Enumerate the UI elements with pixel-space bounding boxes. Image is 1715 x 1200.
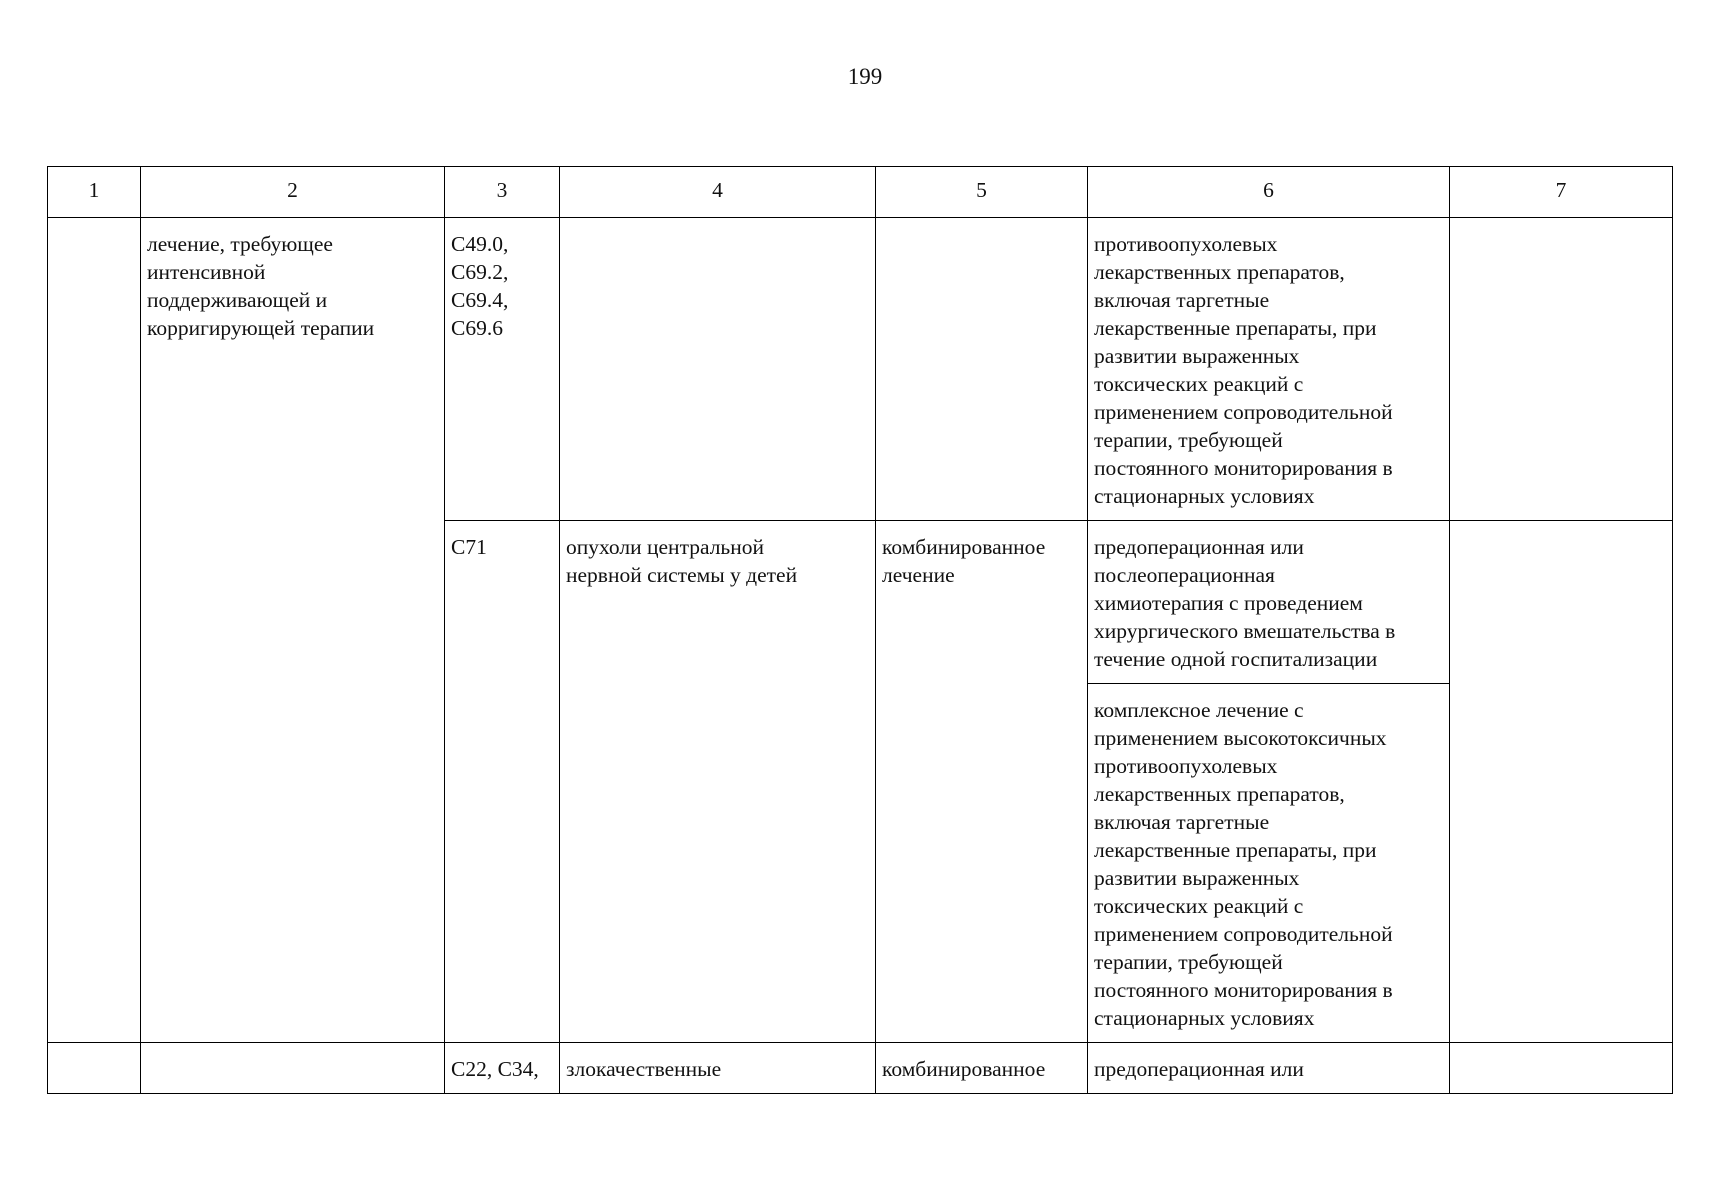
- icd-codes-cell: С22, С34,: [445, 1043, 560, 1094]
- table-row: [48, 218, 1673, 521]
- page-number: 199: [847, 64, 883, 89]
- column-header: 4: [560, 167, 876, 218]
- treatment-method-cell: комбинированное: [876, 1043, 1088, 1094]
- icd-codes-cell: С49.0, С69.2, С69.4, С69.6: [445, 218, 560, 521]
- tariff-cell: [1450, 521, 1673, 1043]
- tariff-cell: [1450, 1043, 1673, 1094]
- treatment-type-cell: лечение, требующее интенсивной поддерживающей и корригирующей терапии: [141, 218, 445, 1043]
- medical-care-table: [47, 166, 1673, 1094]
- tariff-cell: [1450, 218, 1673, 521]
- treatment-type-cell: [141, 1043, 445, 1094]
- column-header: 7: [1450, 167, 1673, 218]
- icd-codes-cell: С71: [445, 521, 560, 1043]
- diagnosis-cell: [560, 218, 876, 521]
- column-header: 1: [48, 167, 141, 218]
- treatment-description-cell: противоопухолевых лекарственных препаратов, включая таргетные лекарственные препараты, при развитии выраженных токсических реакций с применением сопроводительной терапии, требующей постоянного мониторирования в стационарных условиях: [1088, 218, 1450, 521]
- treatment-description-cell: комплексное лечение с применением высокотоксичных противоопухолевых лекарственных препаратов, включая таргетные лекарственные препараты, при развитии выраженных токсических реакций с применением сопроводительной терапии, требующей постоянного мониторирования в стационарных условиях: [1088, 684, 1450, 1043]
- diagnosis-cell: злокачественные: [560, 1043, 876, 1094]
- treatment-method-cell: [876, 218, 1088, 521]
- diagnosis-cell: опухоли центральной нервной системы у детей: [560, 521, 876, 1043]
- treatment-description-cell: предоперационная или послеоперационная химиотерапия с проведением хирургического вмешательства в течение одной госпитализации: [1088, 521, 1450, 684]
- treatment-method-cell: комбинированное лечение: [876, 521, 1088, 1043]
- row-number-cell: [48, 1043, 141, 1094]
- table-header-row: [48, 167, 1673, 218]
- column-header: 5: [876, 167, 1088, 218]
- treatment-description-cell: предоперационная или: [1088, 1043, 1450, 1094]
- column-header: 2: [141, 167, 445, 218]
- table-row: [48, 1043, 1673, 1094]
- column-header: 3: [445, 167, 560, 218]
- column-header: 6: [1088, 167, 1450, 218]
- row-number-cell: [48, 218, 141, 1043]
